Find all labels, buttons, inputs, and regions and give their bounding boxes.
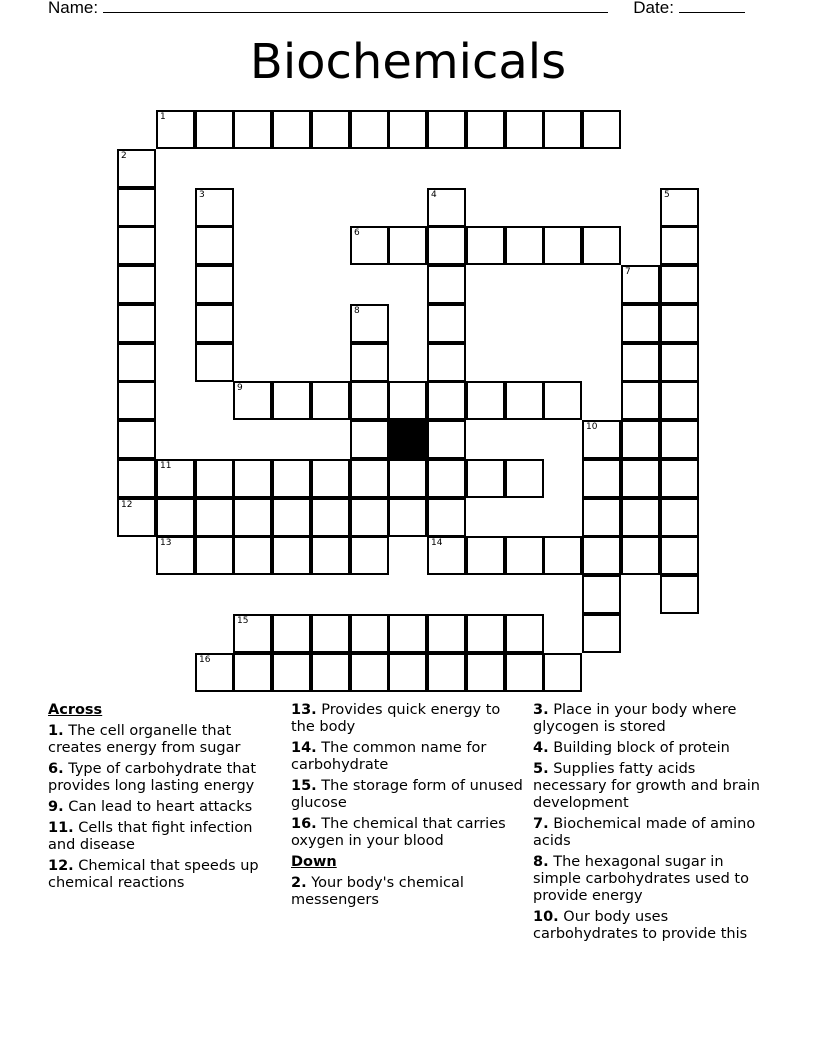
black-cell: [388, 420, 427, 459]
grid-cell[interactable]: [505, 614, 544, 653]
grid-cell[interactable]: [621, 304, 660, 343]
grid-cell[interactable]: [427, 304, 466, 343]
grid-cell[interactable]: [311, 614, 350, 653]
grid-cell[interactable]: [272, 110, 311, 149]
clue-across-11: 11. Cells that fight infection and disease: [48, 820, 253, 853]
date-field[interactable]: [679, 0, 745, 13]
grid-cell[interactable]: [350, 653, 389, 692]
grid-cell[interactable]: [233, 110, 272, 149]
grid-cell[interactable]: [117, 226, 156, 265]
grid-cell[interactable]: [621, 498, 660, 537]
grid-cell[interactable]: [195, 498, 234, 537]
grid-cell[interactable]: [466, 110, 505, 149]
date-label: Date:: [633, 0, 674, 17]
grid-cell[interactable]: [311, 459, 350, 498]
grid-cell[interactable]: [311, 498, 350, 537]
grid-cell[interactable]: [660, 498, 699, 537]
grid-cell[interactable]: [117, 420, 156, 459]
clues-column-1: [48, 702, 280, 896]
grid-cell[interactable]: [117, 459, 156, 498]
grid-cell[interactable]: [388, 614, 427, 653]
cell-number: 15: [237, 616, 249, 626]
cell-number: 1: [160, 112, 166, 122]
name-field[interactable]: [103, 0, 608, 13]
grid-cell[interactable]: [543, 110, 582, 149]
clue-down-4: 4. Building block of protein: [533, 740, 730, 756]
cell-number: 12: [121, 500, 133, 510]
grid-cell[interactable]: [466, 536, 505, 575]
grid-cell[interactable]: [660, 304, 699, 343]
grid-cell[interactable]: [427, 459, 466, 498]
grid-cell[interactable]: [427, 498, 466, 537]
grid-cell[interactable]: [621, 381, 660, 420]
grid-cell[interactable]: [350, 498, 389, 537]
grid-cell[interactable]: [388, 653, 427, 692]
grid-cell[interactable]: [117, 149, 156, 188]
page-title: Biochemicals: [249, 34, 567, 90]
grid-cell[interactable]: [466, 653, 505, 692]
grid-cell[interactable]: [582, 459, 621, 498]
grid-cell[interactable]: [466, 614, 505, 653]
grid-cell[interactable]: [621, 459, 660, 498]
clue-across-13: 13. Provides quick energy to the body: [291, 702, 501, 735]
grid-cell[interactable]: [505, 459, 544, 498]
grid-cell[interactable]: [195, 343, 234, 382]
grid-cell[interactable]: [272, 381, 311, 420]
grid-cell[interactable]: [427, 381, 466, 420]
grid-cell[interactable]: [195, 459, 234, 498]
grid-cell[interactable]: [660, 459, 699, 498]
grid-cell[interactable]: [505, 381, 544, 420]
grid-cell[interactable]: [272, 459, 311, 498]
grid-cell[interactable]: [427, 265, 466, 304]
clue-across-16: 16. The chemical that carries oxygen in your blood: [291, 816, 506, 849]
grid-cell[interactable]: [272, 536, 311, 575]
clue-across-14: 14. The common name for carbohydrate: [291, 740, 487, 773]
grid-cell[interactable]: [156, 536, 195, 575]
clue-across-9: 9. Can lead to heart attacks: [48, 799, 253, 815]
grid-cell[interactable]: [117, 304, 156, 343]
grid-cell[interactable]: [582, 110, 621, 149]
cell-number: 13: [160, 538, 172, 548]
grid-cell[interactable]: [543, 226, 582, 265]
grid-cell[interactable]: [660, 536, 699, 575]
cell-number: 4: [431, 190, 437, 200]
grid-cell[interactable]: [621, 343, 660, 382]
grid-cell[interactable]: [311, 536, 350, 575]
cell-number: 2: [121, 151, 127, 161]
grid-cell[interactable]: [621, 536, 660, 575]
grid-cell[interactable]: [117, 381, 156, 420]
clue-down-3: 3. Place in your body where glycogen is stored: [533, 702, 737, 735]
name-label: Name:: [48, 0, 99, 17]
grid-cell[interactable]: [660, 265, 699, 304]
grid-cell[interactable]: [156, 459, 195, 498]
grid-cell[interactable]: [466, 381, 505, 420]
clue-across-15: 15. The storage form of unused glucose: [291, 778, 523, 811]
grid-cell[interactable]: [233, 459, 272, 498]
clues-column-2: [291, 702, 523, 913]
grid-cell[interactable]: [350, 536, 389, 575]
grid-cell[interactable]: [350, 226, 389, 265]
grid-cell[interactable]: [272, 498, 311, 537]
grid-cell[interactable]: [195, 188, 234, 227]
grid-cell[interactable]: [427, 188, 466, 227]
grid-cell[interactable]: [233, 653, 272, 692]
grid-cell[interactable]: [427, 110, 466, 149]
grid-cell[interactable]: [543, 381, 582, 420]
grid-cell[interactable]: [272, 653, 311, 692]
clue-down-8: 8. The hexagonal sugar in simple carbohydrates used to provide energy: [533, 854, 749, 904]
across-heading: Across: [48, 702, 103, 718]
clue-across-6: 6. Type of carbohydrate that provides long lasting energy: [48, 761, 257, 794]
grid-cell[interactable]: [195, 304, 234, 343]
grid-cell[interactable]: [427, 614, 466, 653]
grid-cell[interactable]: [388, 498, 427, 537]
cell-number: 9: [237, 383, 243, 393]
grid-cell[interactable]: [660, 381, 699, 420]
clue-down-10: 10. Our body uses carbohydrates to provide this: [533, 909, 748, 942]
grid-cell[interactable]: [117, 343, 156, 382]
grid-cell[interactable]: [660, 575, 699, 614]
grid-cell[interactable]: [350, 420, 389, 459]
grid-cell[interactable]: [427, 226, 466, 265]
grid-cell[interactable]: [427, 343, 466, 382]
grid-cell[interactable]: [505, 653, 544, 692]
grid-cell[interactable]: [427, 653, 466, 692]
grid-cell[interactable]: [195, 265, 234, 304]
grid-cell[interactable]: [117, 265, 156, 304]
grid-cell[interactable]: [427, 536, 466, 575]
clue-down-2: 2. Your body's chemical messengers: [291, 875, 464, 908]
grid-cell[interactable]: [350, 304, 389, 343]
grid-cell[interactable]: [195, 110, 234, 149]
grid-cell[interactable]: [195, 226, 234, 265]
grid-cell[interactable]: [388, 226, 427, 265]
clue-down-5: 5. Supplies fatty acids necessary for growth and brain development: [533, 761, 760, 811]
grid-cell[interactable]: [543, 536, 582, 575]
grid-cell[interactable]: [543, 653, 582, 692]
grid-cell[interactable]: [233, 614, 272, 653]
cell-number: 16: [199, 655, 211, 665]
grid-cell[interactable]: [582, 498, 621, 537]
header: [48, 0, 745, 18]
grid-cell[interactable]: [272, 614, 311, 653]
grid-cell[interactable]: [388, 381, 427, 420]
grid-cell[interactable]: [466, 226, 505, 265]
grid-cell[interactable]: [350, 459, 389, 498]
grid-cell[interactable]: [660, 188, 699, 227]
grid-cell[interactable]: [195, 653, 234, 692]
cell-number: 7: [625, 267, 631, 277]
grid-cell[interactable]: [117, 188, 156, 227]
grid-cell[interactable]: [582, 575, 621, 614]
grid-cell[interactable]: [233, 381, 272, 420]
clue-down-7: 7. Biochemical made of amino acids: [533, 816, 756, 849]
grid-cell[interactable]: [311, 381, 350, 420]
cell-number: 11: [160, 461, 172, 471]
grid-cell[interactable]: [156, 110, 195, 149]
grid-cell[interactable]: [233, 536, 272, 575]
grid-cell[interactable]: [427, 420, 466, 459]
grid-cell[interactable]: [660, 420, 699, 459]
down-heading: Down: [291, 854, 337, 870]
grid-cell[interactable]: [505, 110, 544, 149]
clue-across-12: 12. Chemical that speeds up chemical reactions: [48, 858, 259, 891]
grid-cell[interactable]: [388, 459, 427, 498]
grid-cell[interactable]: [156, 498, 195, 537]
clue-across-1: 1. The cell organelle that creates energy from sugar: [48, 723, 241, 756]
grid-cell[interactable]: [311, 110, 350, 149]
grid-cell[interactable]: [350, 614, 389, 653]
grid-cell[interactable]: [582, 226, 621, 265]
grid-cell[interactable]: [660, 343, 699, 382]
grid-cell[interactable]: [311, 653, 350, 692]
cell-number: 8: [354, 306, 360, 316]
grid-cell[interactable]: [621, 265, 660, 304]
grid-cell[interactable]: [466, 459, 505, 498]
grid-cell[interactable]: [195, 536, 234, 575]
cell-number: 6: [354, 228, 360, 238]
grid-cell[interactable]: [505, 226, 544, 265]
grid-cell[interactable]: [233, 498, 272, 537]
grid-cell[interactable]: [582, 536, 621, 575]
cell-number: 10: [586, 422, 598, 432]
cell-number: 14: [431, 538, 443, 548]
cell-number: 5: [664, 190, 670, 200]
grid-cell[interactable]: [350, 110, 389, 149]
grid-cell[interactable]: [582, 420, 621, 459]
grid-cell[interactable]: [505, 536, 544, 575]
grid-cell[interactable]: [388, 110, 427, 149]
grid-cell[interactable]: [660, 226, 699, 265]
grid-cell[interactable]: [350, 343, 389, 382]
grid-cell[interactable]: [117, 498, 156, 537]
grid-cell[interactable]: [582, 614, 621, 653]
grid-cell[interactable]: [621, 420, 660, 459]
clues-column-3: [533, 702, 773, 947]
cell-number: 3: [199, 190, 205, 200]
grid-cell[interactable]: [350, 381, 389, 420]
